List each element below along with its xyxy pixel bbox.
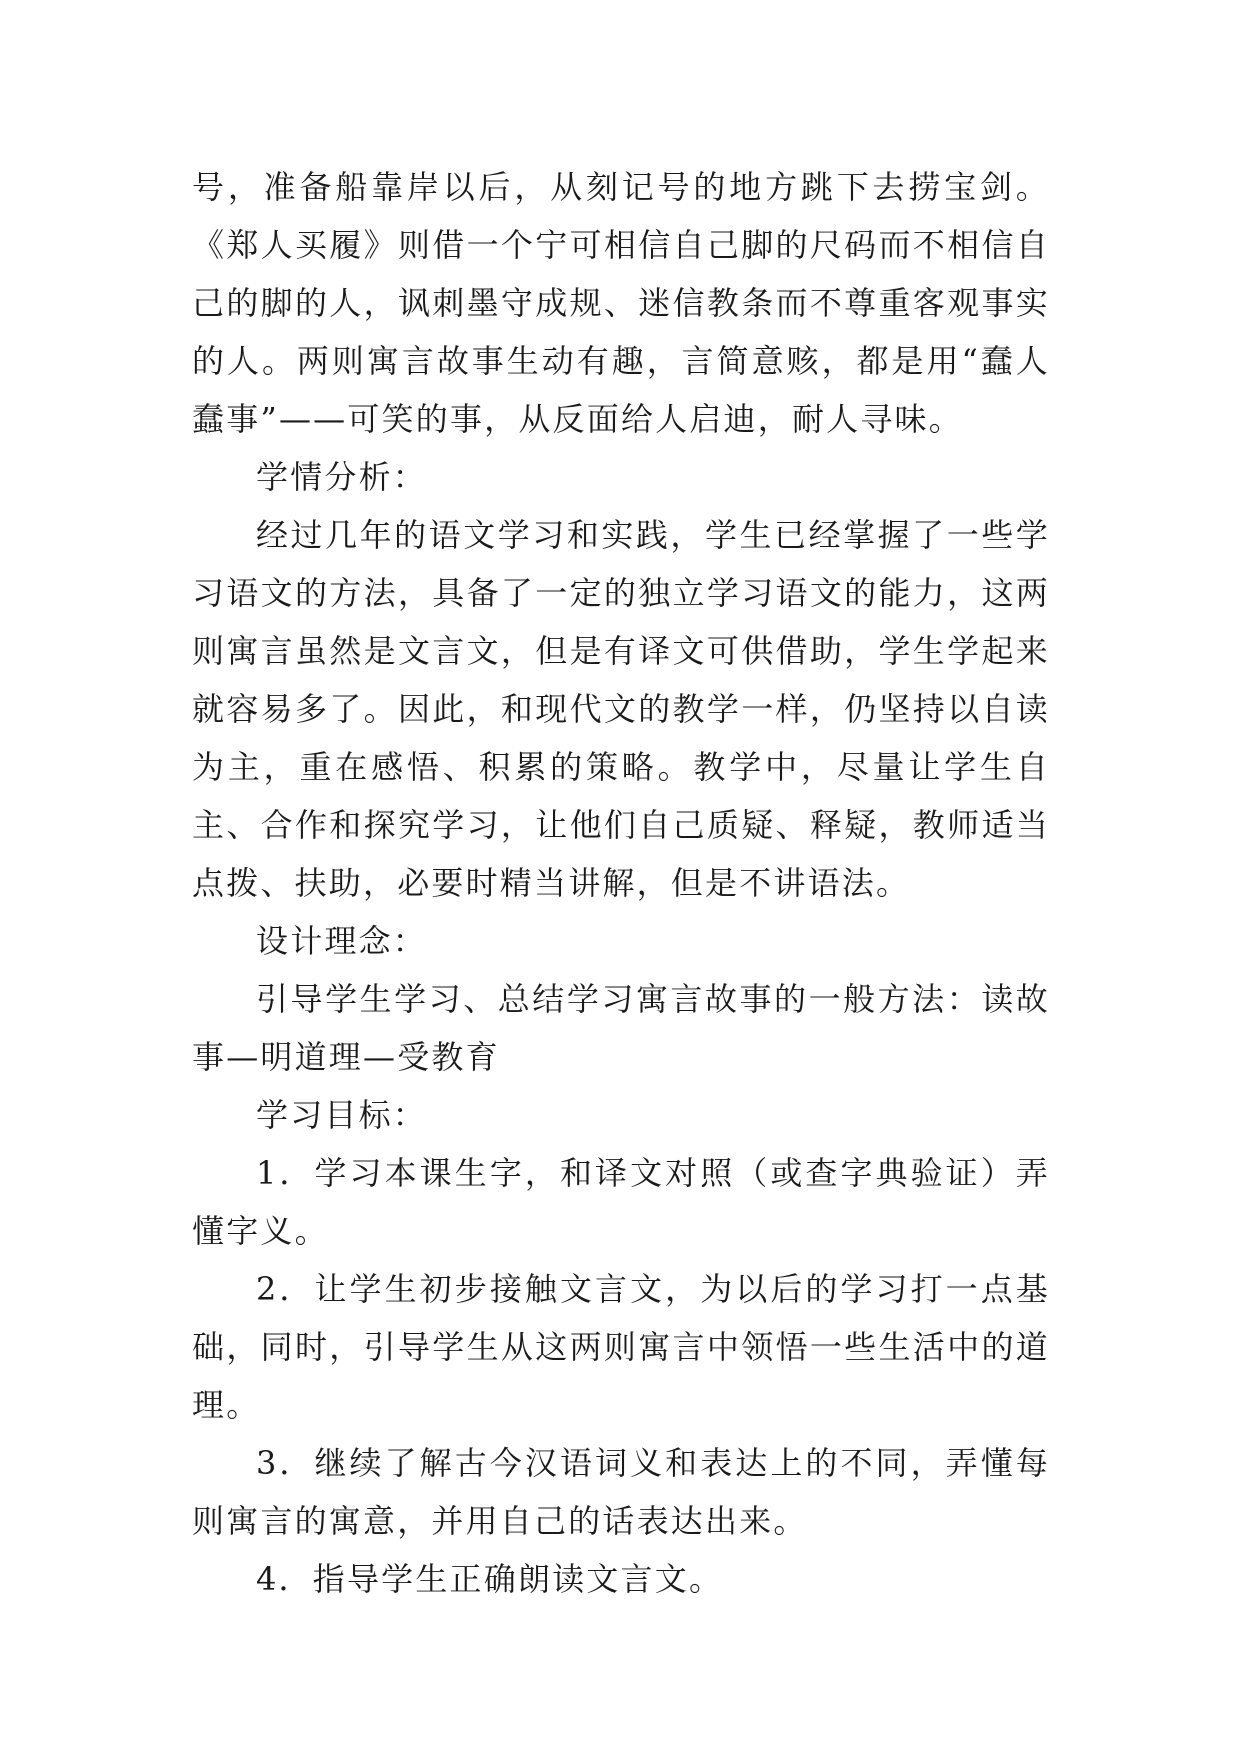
heading-learning-analysis: 学情分析： (256, 458, 428, 496)
heading-design-concept: 设计理念： (256, 922, 428, 960)
goal-item-2: 2．让学生初步接触文言文，为以后的学习打一点基础，同时，引导学生从这两则寓言中领悟一些生活中的道理。 (192, 1270, 1050, 1424)
document-body (192, 158, 1050, 1608)
paragraph-design-concept: 引导学生学习、总结学习寓言故事的一般方法：读故事—明道理—受教育 (192, 980, 1050, 1076)
goal-item-3: 3．继续了解古今汉语词义和表达上的不同，弄懂每则寓言的寓意，并用自己的话表达出来。 (192, 1444, 1050, 1540)
goal-item-4: 4．指导学生正确朗读文言文。 (256, 1560, 724, 1598)
paragraph-learning-analysis: 经过几年的语文学习和实践，学生已经掌握了一些学习语文的方法，具备了一定的独立学习语文的能力，这两则寓言虽然是文言文，但是有译文可供借助，学生学起来就容易多了。因此，和现代文的教学一样，仍坚持以自读为主，重在感悟、积累的策略。教学中，尽量让学生自主、合作和探究学习，让他们自己质疑、释疑，教师适当点拨、扶助，必要时精当讲解，但是不讲语法。 (192, 516, 1050, 902)
heading-learning-goals: 学习目标： (256, 1096, 428, 1134)
goal-item-1: 1．学习本课生字，和译文对照（或查字典验证）弄懂字义。 (192, 1154, 1050, 1250)
paragraph-continuation: 号，准备船靠岸以后，从刻记号的地方跳下去捞宝剑。《郑人买履》则借一个宁可相信自己脚的尺码而不相信自己的脚的人，讽刺墨守成规、迷信教条而不尊重客观事实的人。两则寓言故事生动有趣，言简意赅，都是用“蠢人蠢事”——可笑的事，从反面给人启迪，耐人寻味。 (192, 168, 1050, 438)
